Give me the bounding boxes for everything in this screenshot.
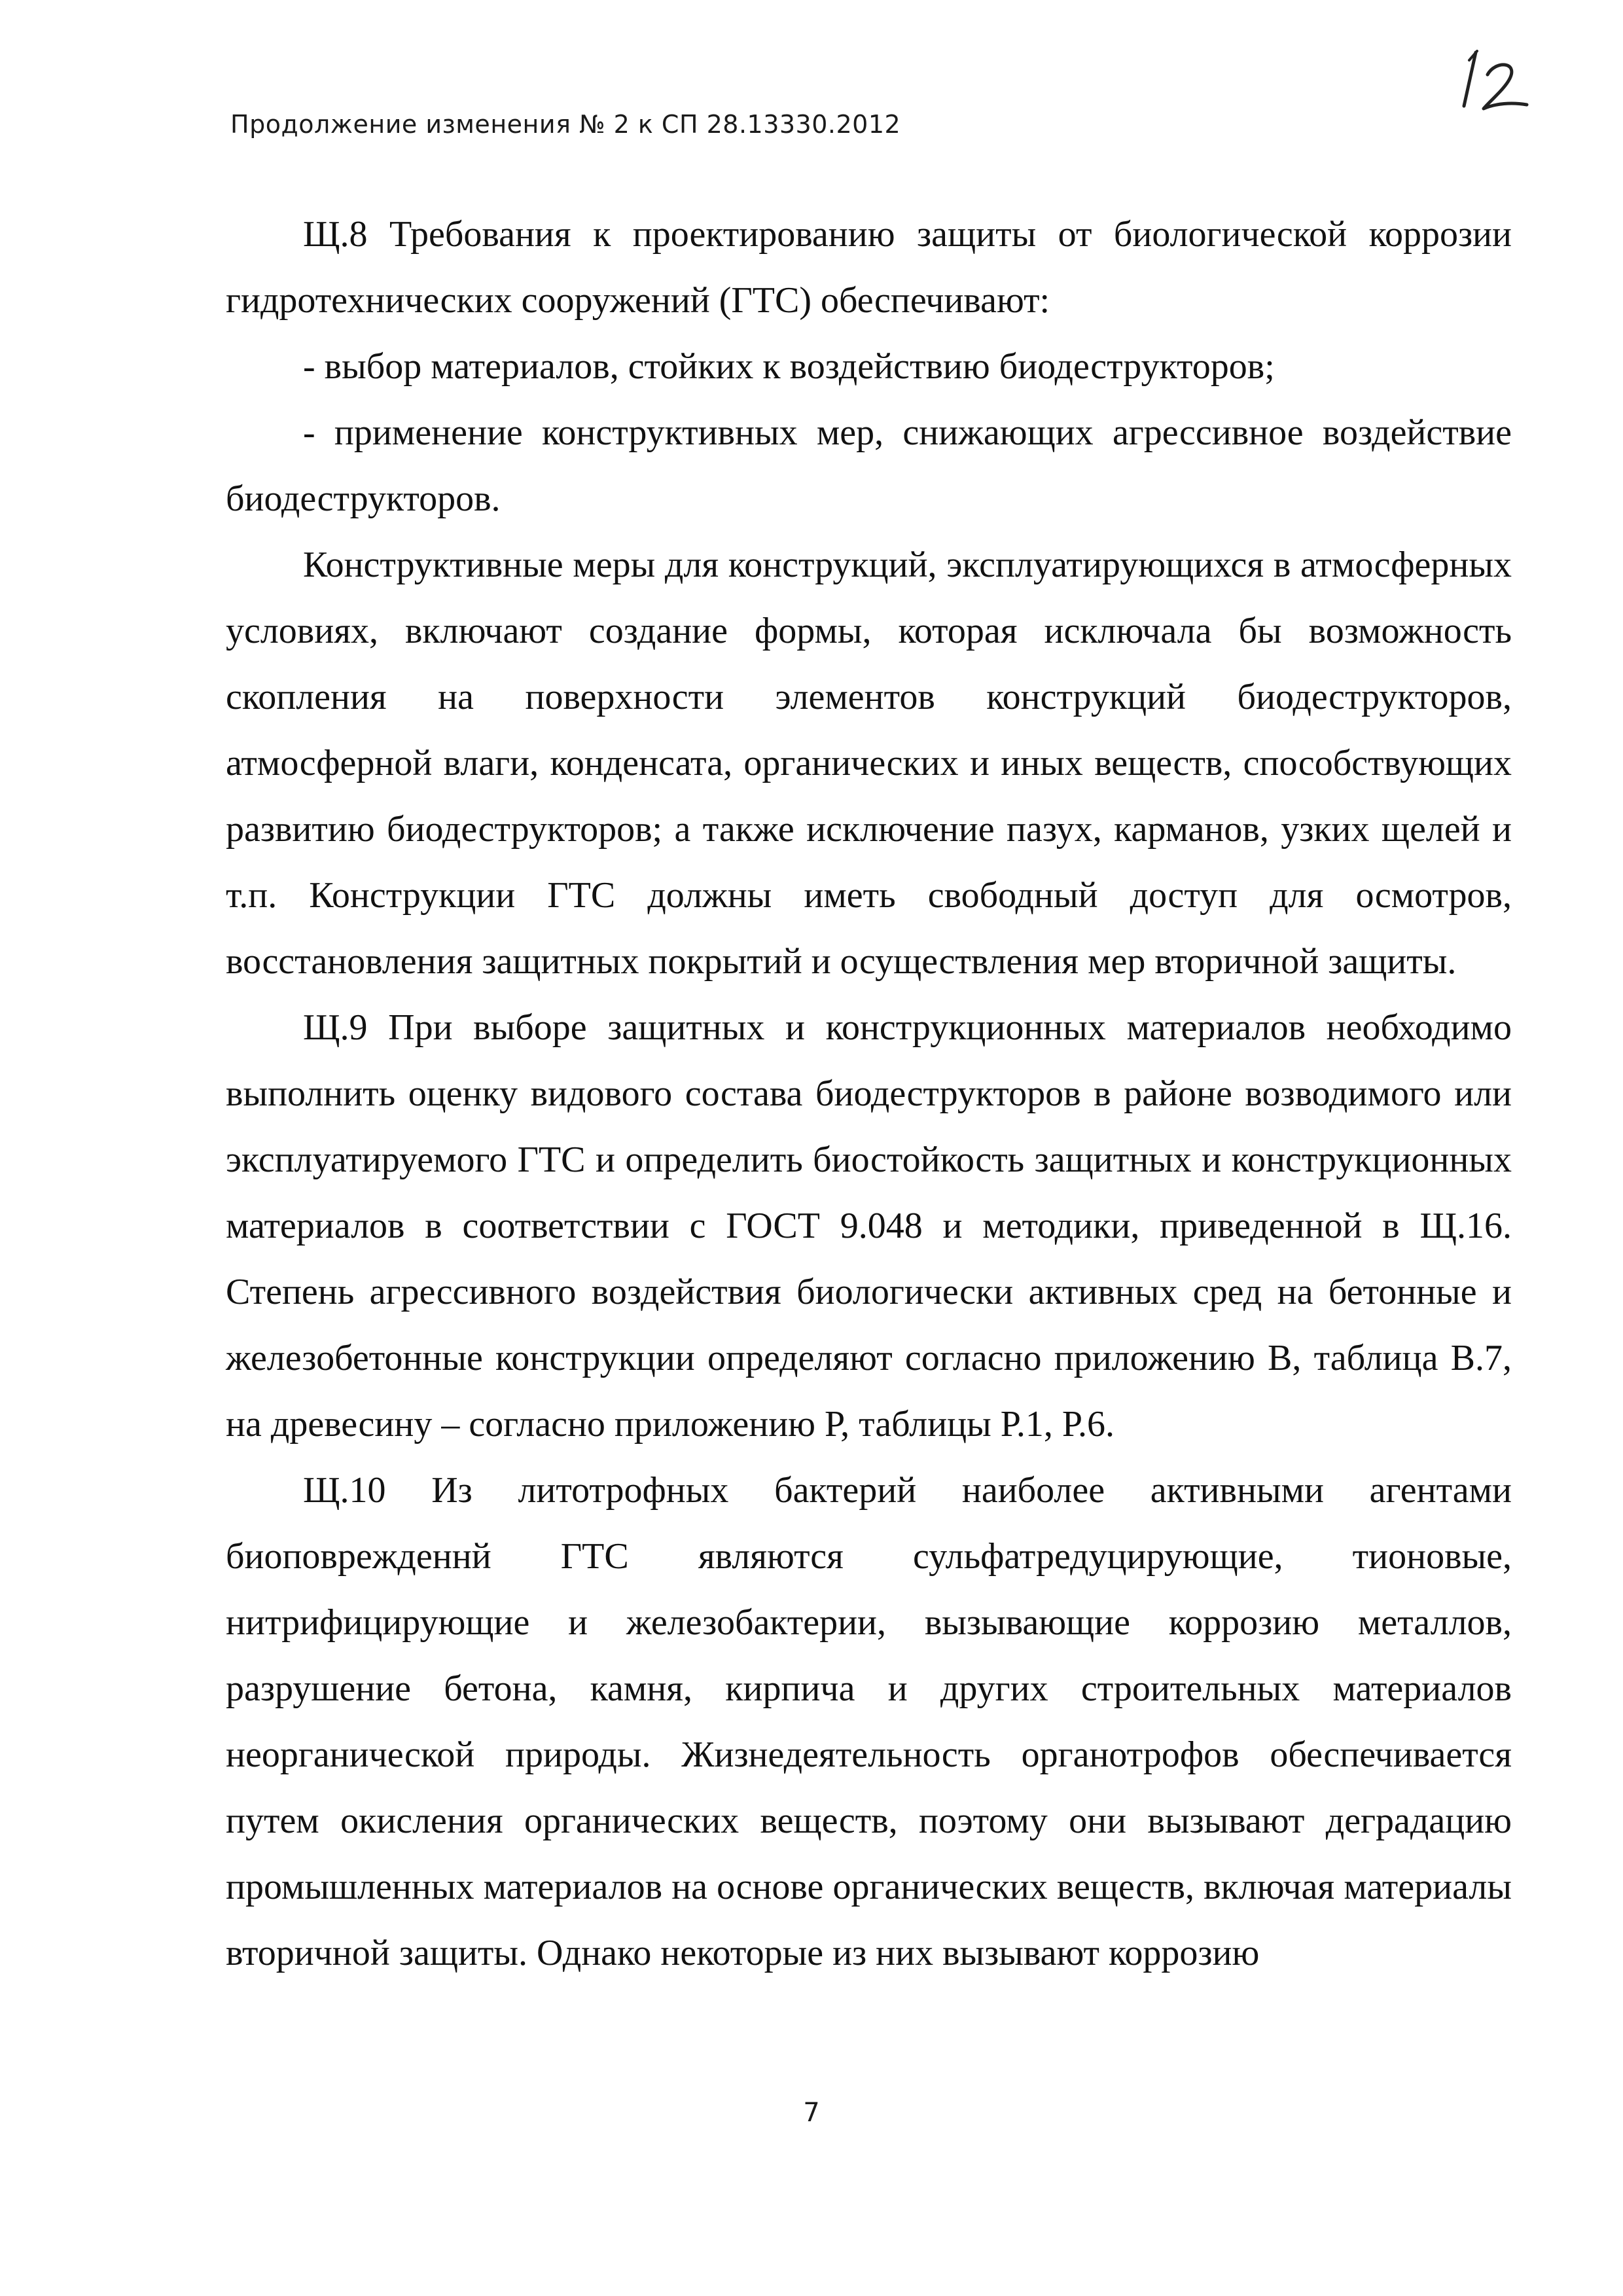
page-number: 7 [803, 2098, 820, 2128]
paragraph-sch8: Щ.8 Требования к проектированию защиты от биологической коррозии гидротехнических сооружений (ГТС) обеспечивают: [226, 214, 1512, 321]
document-body [226, 202, 1512, 1986]
list-item-materials: - выбор материалов, стойких к воздействию биодеструкторов; [303, 346, 1275, 387]
list-item-constructive-measures: - применение конструктивных мер, снижающих агрессивное воздействие биодеструкторов. [226, 412, 1512, 519]
paragraph-sch9: Щ.9 При выборе защитных и конструкционных материалов необходимо выполнить оценку видового состава биодеструкторов в районе возводимого или эксплуатируемого ГТС и определить биостойкость защитных и конструкционных материалов в соответствии с ГОСТ 9.048 и методики, приведенной в Щ.16. Степень агрессивного воздействия биологически активных сред на бетонные и железобетонные конструкции определяют согласно приложению В, таблица В.7, на древесину – согласно приложению Р, таблицы Р.1, Р.6. [226, 1007, 1512, 1444]
paragraph-constructive-measures: Конструктивные меры для конструкций, эксплуатирующихся в атмосферных условиях, включают создание формы, которая исключала бы возможность скопления на поверхности элементов конструкций биодеструкторов, атмосферной влаги, конденсата, органических и иных веществ, способствующих развитию биодеструкторов; а также исключение пазух, карманов, узких щелей и т.п. Конструкции ГТС должны иметь свободный доступ для осмотров, восстановления защитных покрытий и осуществления мер вторичной защиты. [226, 545, 1512, 982]
handwritten-page-mark [1450, 41, 1535, 119]
paragraph-sch10: Щ.10 Из литотрофных бактерий наиболее активными агентами биоповрежденнй ГТС являются сульфатредуцирующие, тионовые, нитрифицирующие и железобактерии, вызывающие коррозию металлов, разрушение бетона, камня, кирпича и других строительных материалов неорганической природы. Жизнедеятельность органотрофов обеспечивается путем окисления органических веществ, поэтому они вызывают деградацию промышленных материалов на основе органических веществ, включая материалы вторичной защиты. Однако некоторые из них вызывают коррозию [226, 1470, 1512, 1973]
running-header: Продолжение изменения № 2 к СП 28.13330.2012 [230, 110, 901, 139]
